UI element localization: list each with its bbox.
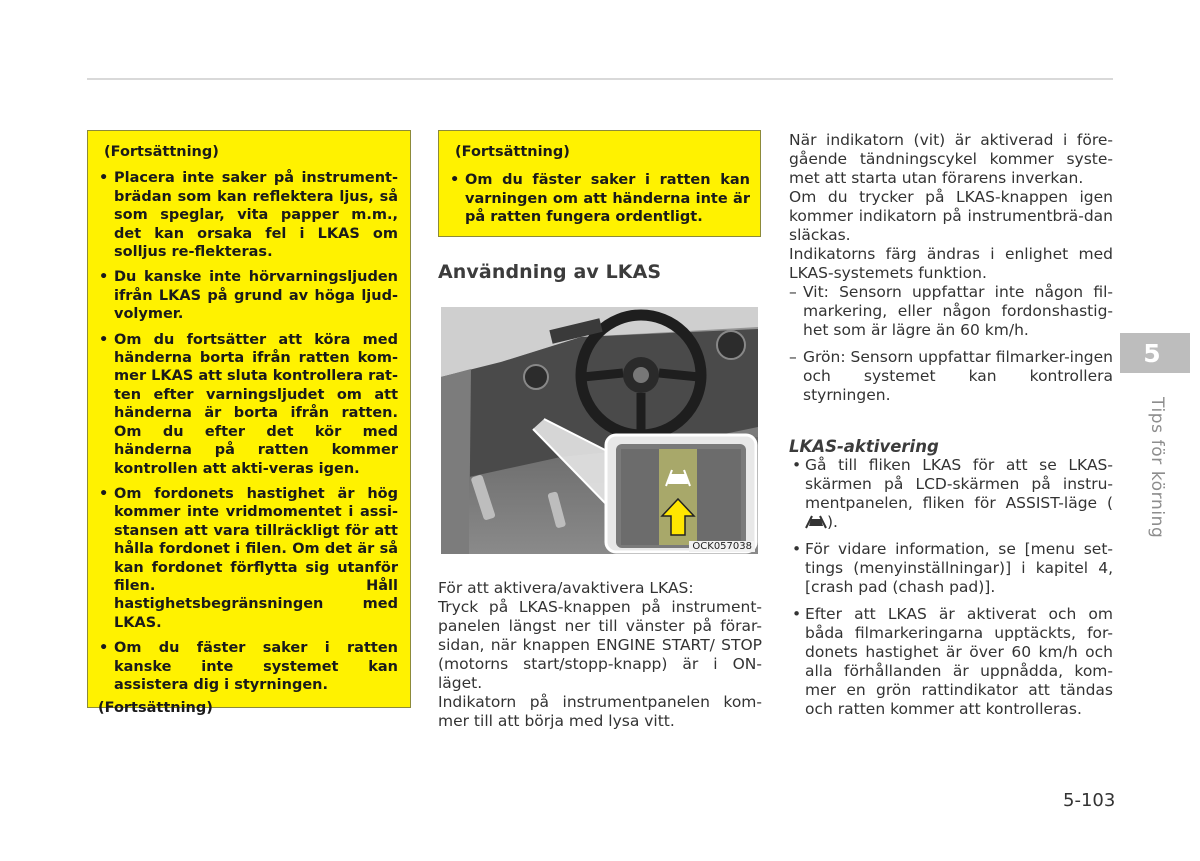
- list-item: • För vidare information, se [menu set-tings (menyinställningar)] i kapitel 4, [crash pad (chash pad)].: [789, 540, 1113, 597]
- warning-item: • Du kanske inte hörvarningsljuden ifrån LKAS på grund av höga ljud-volymer.: [98, 268, 398, 323]
- paragraph: Indikatorns färg ändras i enlighet med LKAS-systemets funktion.: [789, 245, 1113, 282]
- indicator-description: [789, 131, 1113, 719]
- chapter-title: Tips för körning: [1147, 397, 1167, 539]
- list-item: – Vit: Sensorn uppfattar inte någon fil-markering, eller någon fordonshastig-het som är lägre än 60 km/h.: [789, 283, 1113, 340]
- continued-label-bottom: (Fortsättning): [98, 700, 213, 717]
- paragraph: När indikatorn (vit) är aktiverad i före-gående tändningscykel kommer syste-met att starta utan förarens inverkan.: [789, 131, 1113, 187]
- warning-item: • Om fordonets hastighet är hög kommer inte vridmomentet i assi-stansen att vara tillräckligt för att hålla fordonet i filen. Om det är så kan fordonet förflytta sig utanför filen. Håll hastighetsbegränsningen med LKAS.: [98, 485, 398, 632]
- indicator-color-list: [789, 283, 1113, 405]
- item-text: Gå till fliken LKAS för att se LKAS-skärmen på LCD-skärmen på instru-mentpanelen, fliken för ASSIST-läge (: [805, 456, 1113, 512]
- paragraph: Indikatorn på instrumentpanelen kom-mer till att börja med lysa vitt.: [438, 693, 762, 730]
- activation-instructions: [438, 579, 762, 731]
- item-text-close: ).: [827, 513, 838, 531]
- warning-item: • Om du fäster saker i ratten kan varningen om att händerna inte är på ratten fungera ordentligt.: [449, 171, 750, 226]
- header-rule: [87, 78, 1113, 80]
- lkas-assist-icon: [805, 515, 827, 529]
- lkas-button-inset: [606, 435, 756, 552]
- warning-list: [449, 171, 750, 226]
- warning-list: [98, 169, 398, 694]
- section-heading: Användning av LKAS: [438, 261, 662, 283]
- paragraph: Om du trycker på LKAS-knappen igen kommer indikatorn på instrumentbrä-dan släckas.: [789, 188, 1113, 244]
- continued-label-top: (Fortsättning): [455, 144, 570, 160]
- chapter-tab: 5: [1120, 333, 1190, 373]
- continued-label-top: (Fortsättning): [104, 144, 219, 160]
- warning-item: • Placera inte saker på instrument-brädan som kan reflektera ljus, så som speglar, vita papper m.m., det kan orsaka fel i LKAS om solljus re-flekteras.: [98, 169, 398, 261]
- lkas-button-figure: [441, 307, 758, 554]
- list-item: [789, 456, 1113, 532]
- sub-heading: LKAS-aktivering: [789, 437, 939, 456]
- paragraph: Tryck på LKAS-knappen på instrument-panelen längst ner till vänster på förar-sidan, när knappen ENGINE START/ STOP (motorns start/stopp-knapp) är i ON-läget.: [438, 598, 762, 692]
- paragraph: För att aktivera/avaktivera LKAS:: [438, 579, 694, 597]
- warning-item: • Om du fäster saker i ratten kanske inte systemet kan assistera dig i styrningen.: [98, 639, 398, 694]
- figure-code: OCK057038: [689, 541, 755, 552]
- dashboard-illustration: [441, 307, 758, 554]
- list-item: • Efter att LKAS är aktiverat och om båda filmarkeringarna upptäckts, for-donets hastighet är över 60 km/h och alla förhållanden är uppnådda, kom-mer en grön rattindikator att tändas och ratten kommer att kontrolleras.: [789, 605, 1113, 719]
- warning-item: • Om du fortsätter att köra med händerna borta ifrån ratten kom-mer LKAS att sluta kontrollera rat-ten efter varningsljudet om att händerna är borta ifrån ratten. Om du efter det kör med händerna på ratten kommer kontrollen att akti-veras igen.: [98, 331, 398, 478]
- warning-box-left: [87, 130, 411, 717]
- page-number: 5-103: [1063, 790, 1116, 811]
- activation-list: [789, 456, 1113, 719]
- list-item: – Grön: Sensorn uppfattar filmarker-ingen och systemet kan kontrollera styrningen.: [789, 348, 1113, 405]
- warning-box-middle: [438, 130, 761, 237]
